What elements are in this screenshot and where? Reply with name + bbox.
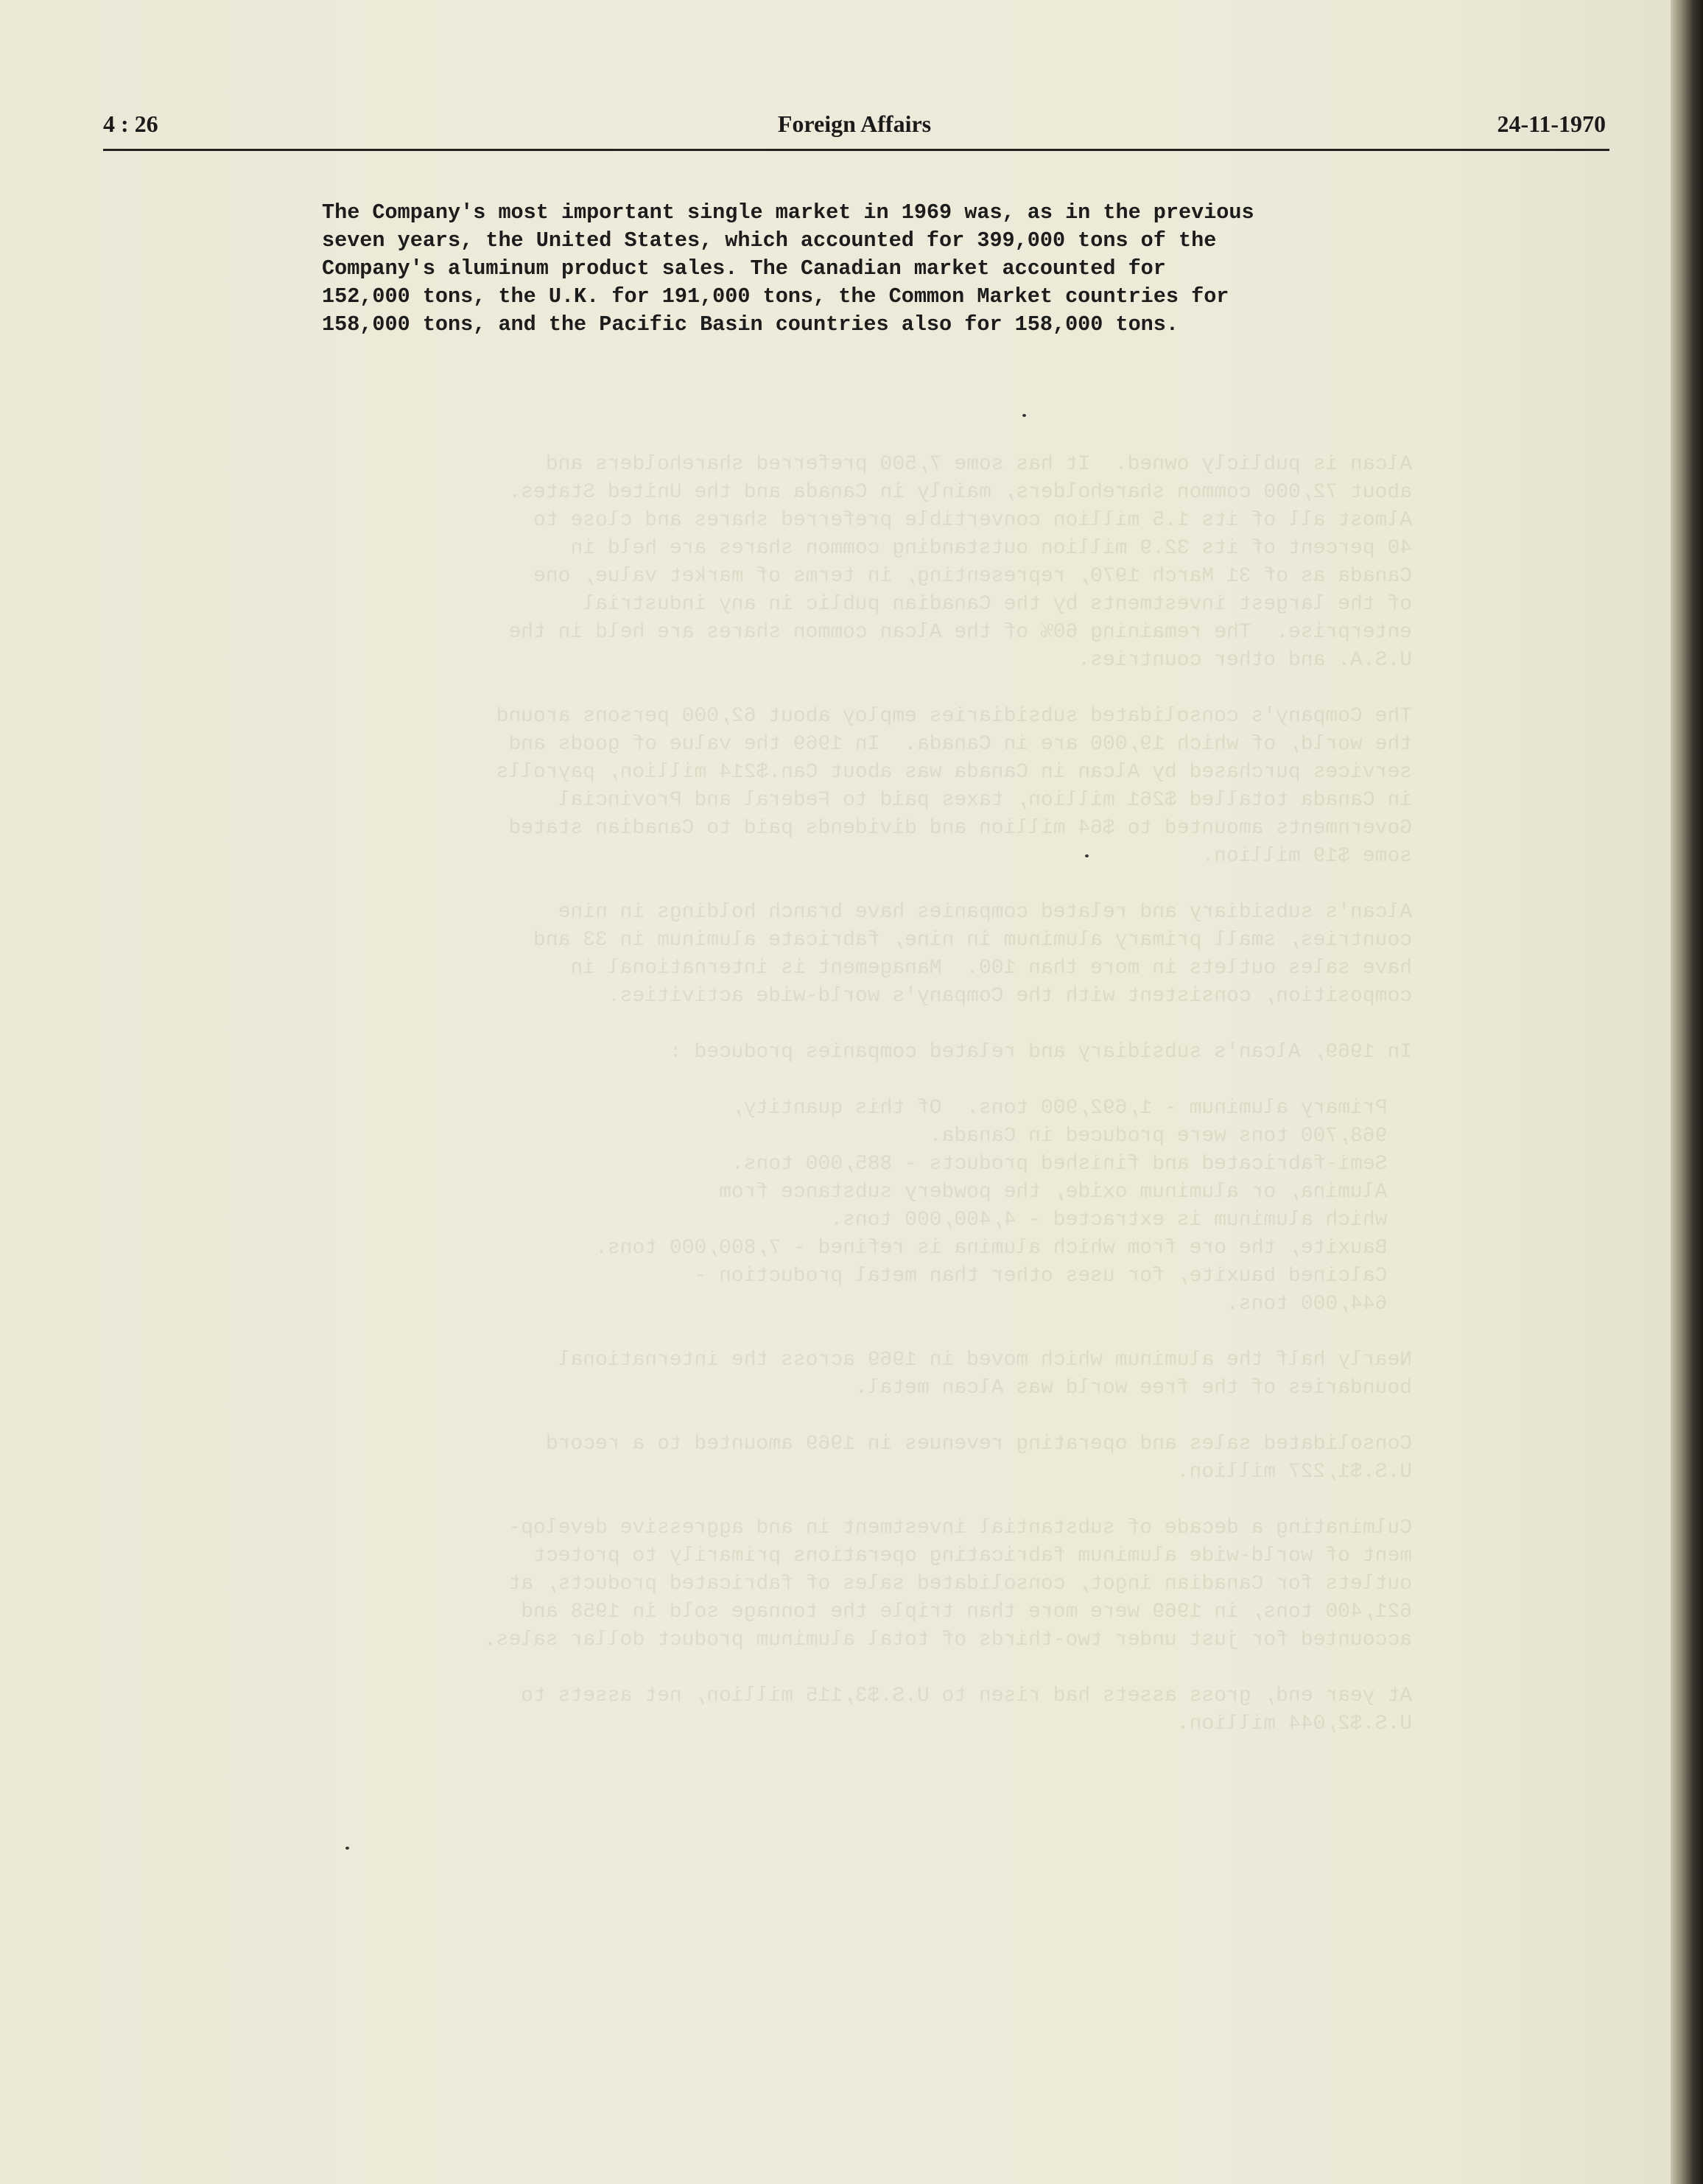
page-header xyxy=(103,110,1606,149)
ink-speck xyxy=(345,1847,349,1850)
publication-title: Foreign Affairs xyxy=(777,110,932,137)
header-rule xyxy=(103,149,1609,151)
reverse-side-bleed-through: Alcan is publicly owned. It has some 7,500 preferred shareholders and about 72,000 common shareholders, mainly in Canada and the United States. Almost all of its 1.5 million convertible preferred shares and close to 40 percent of its 32.9 million outstanding common shares are held in Canada as of 31 March 1970, representing, in terms of market value, one of the largest investments by the Canadian public in any industrial enterprise. The remaining 60% of the Alcan common shares are held in the U.S.A. and other countries. The Company's consolidated subsidiaries employ about 62,000 persons around the world, of which 19,000 are in Canada. In 1969 the value of goods and services purchased by Alcan in Canada was about Can.$214 million, payrolls in Canada totalled $261 million, taxes paid to Federal and Provincial Governments amounted to $64 million and dividends paid to Canadian stated some $19 million. Alcan's subsidiary and related companies have branch holdings in nine countries, small primary aluminum in nine, fabricate aluminum in 33 and have sales outlets in more than 100. Management is international in composition, consistent with the Company's world-wide activities. In 1969, Alcan's subsidiary and related companies produced : Primary aluminum - 1,692,900 tons. Of this quantity, 968,700 tons were produced in Canada. Semi-fabricated and finished products - 885,000 tons. Alumina, or aluminum oxide, the powdery substance from which aluminum is extracted - 4,400,000 tons. Bauxite, the ore from which alumina is refined - 7,800,000 tons. Calcined bauxite, for uses other than metal production - 644,000 tons. Nearly half the aluminum which moved in 1969 across the international boundaries of the free world was Alcan metal. Consolidated sales and operating revenues in 1969 amounted to a record U.S.$1,227 million. Culminating a decade of substantial investment in and aggressive develop- ment of world-wide aluminum fabricating operations primarily to protect outlets for Canadian ingot, consolidated sales of fabricated products, at 621,400 tons, in 1969 were more than triple the tonnage sold in 1958 and accounted for just under two-thirds of total aluminum product dollar sales. At year end, gross assets had risen to U.S.$3,115 million, net assets to U.S.$2,044 million. xyxy=(483,453,1412,1735)
page-reference: 4 : 26 xyxy=(103,110,158,137)
page-edge-shadow xyxy=(1671,0,1703,2184)
ink-speck xyxy=(1085,854,1089,857)
ink-speck xyxy=(1022,414,1026,417)
publication-date: 24-11-1970 xyxy=(1497,110,1606,137)
body-paragraph: The Company's most important single market in 1969 was, as in the previous seven years, the United States, which accounted for 399,000 tons of the Company's aluminum product sales. The Canadian market accounted for 152,000 tons, the U.K. for 191,000 tons, the Common Market countries for 158,000 tons, and the Pacific Basin countries also for 158,000 tons. xyxy=(322,200,1254,337)
